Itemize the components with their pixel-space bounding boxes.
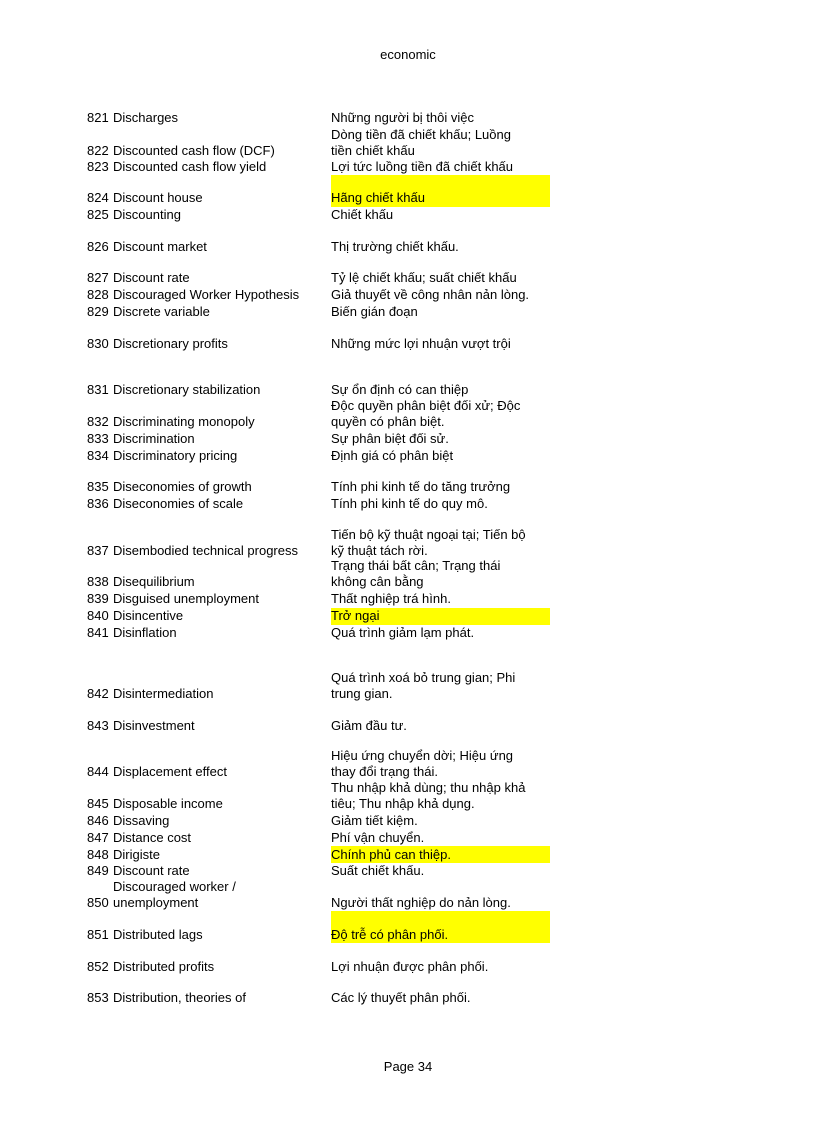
vietnamese-translation-line: không cân bằng xyxy=(331,574,424,589)
vietnamese-translation xyxy=(331,591,550,608)
english-term-line: Disincentive xyxy=(113,608,184,623)
english-term xyxy=(113,764,328,781)
vietnamese-translation xyxy=(331,336,550,353)
english-term xyxy=(113,574,328,591)
vietnamese-translation-line: Sự ổn định có can thiệp xyxy=(331,382,469,397)
entry-number: 838 xyxy=(87,574,109,589)
entry-number: 832 xyxy=(87,414,109,429)
entry-number: 846 xyxy=(87,813,109,828)
english-term-line: Discretionary profits xyxy=(113,336,228,351)
english-term-line: Discounting xyxy=(113,207,181,222)
vietnamese-translation-line: Trạng thái bất cân; Trạng thái xyxy=(331,557,501,573)
english-term-line: Discrimination xyxy=(113,431,195,446)
english-term-line: Discounted cash flow (DCF) xyxy=(113,143,275,158)
english-term xyxy=(113,718,328,735)
vietnamese-translation-line: Người thất nghiệp do nản lòng. xyxy=(331,895,511,910)
english-term-line: Disembodied technical progress xyxy=(113,543,298,558)
vietnamese-translation-line: Định giá có phân biệt xyxy=(331,448,454,463)
english-term-line: Dirigiste xyxy=(113,847,160,862)
english-term xyxy=(113,207,328,224)
vietnamese-translation xyxy=(331,190,550,207)
vietnamese-translation xyxy=(331,959,550,976)
english-term-line: Discrete variable xyxy=(113,304,210,319)
entry-number: 848 xyxy=(87,847,109,862)
vietnamese-translation xyxy=(331,895,550,912)
entry-number: 825 xyxy=(87,207,109,222)
vietnamese-translation xyxy=(331,830,550,847)
vietnamese-translation-line: Chiết khấu xyxy=(331,207,394,222)
english-term xyxy=(113,496,328,513)
english-term xyxy=(113,927,328,944)
entry-number: 830 xyxy=(87,336,109,351)
vietnamese-translation xyxy=(331,558,550,591)
english-term xyxy=(113,304,328,321)
vietnamese-translation-line: thay đổi trạng thái. xyxy=(331,764,438,779)
vietnamese-translation-line: Lợi nhuận được phân phối. xyxy=(331,959,489,974)
vietnamese-translation-line: Tính phi kinh tế do tăng trưởng xyxy=(331,479,511,494)
entry-number: 828 xyxy=(87,287,109,302)
vietnamese-translation xyxy=(331,847,550,864)
english-term xyxy=(113,414,328,431)
vietnamese-translation-line: Hãng chiết khấu xyxy=(331,190,425,205)
vietnamese-translation xyxy=(331,625,550,642)
english-term-line: Disintermediation xyxy=(113,686,214,701)
english-term-line: Diseconomies of growth xyxy=(113,479,252,494)
vietnamese-translation xyxy=(331,159,550,176)
vietnamese-translation-line: trung gian. xyxy=(331,686,393,701)
english-term-line: Disguised unemployment xyxy=(113,591,259,606)
vietnamese-translation xyxy=(331,718,550,735)
vietnamese-translation-line: Sự phân biệt đối sử. xyxy=(331,431,449,446)
english-term xyxy=(113,686,328,703)
english-term xyxy=(113,830,328,847)
vietnamese-translation-line: Những mức lợi nhuận vượt trội xyxy=(331,336,511,351)
vietnamese-translation-line: Độc quyền phân biệt đối xử; Độc xyxy=(331,397,521,413)
vietnamese-translation xyxy=(331,431,550,448)
vietnamese-translation xyxy=(331,927,550,944)
english-term xyxy=(113,625,328,642)
entry-number: 823 xyxy=(87,159,109,174)
vietnamese-translation-line: Quá trình giảm lạm phát. xyxy=(331,625,475,640)
vietnamese-translation-line: tiêu; Thu nhập khả dụng. xyxy=(331,796,475,811)
entry-number: 847 xyxy=(87,830,109,845)
english-term-line: Discount rate xyxy=(113,270,190,285)
vietnamese-translation-line: Những người bị thôi việc xyxy=(331,110,474,125)
english-term-line: Distributed lags xyxy=(113,927,203,942)
vietnamese-translation xyxy=(331,813,550,830)
vietnamese-translation xyxy=(331,304,550,321)
english-term xyxy=(113,159,328,176)
english-term xyxy=(113,990,328,1007)
vietnamese-translation-line: Độ trễ có phân phối. xyxy=(331,927,449,942)
vietnamese-translation-line: Giảm đầu tư. xyxy=(331,718,407,733)
vietnamese-translation-line: kỹ thuật tách rời. xyxy=(331,543,428,558)
english-term xyxy=(113,959,328,976)
english-term-line: Diseconomies of scale xyxy=(113,496,244,511)
english-term xyxy=(113,448,328,465)
english-term xyxy=(113,479,328,496)
english-term-line: Discount house xyxy=(113,190,203,205)
vietnamese-translation xyxy=(331,239,550,256)
vietnamese-translation xyxy=(331,780,550,813)
english-term xyxy=(113,110,328,127)
english-term xyxy=(113,270,328,287)
entry-number: 824 xyxy=(87,190,109,205)
vietnamese-translation-line: Các lý thuyết phân phối. xyxy=(331,990,471,1005)
english-term-line: Discouraged Worker Hypothesis xyxy=(113,287,300,302)
vietnamese-translation xyxy=(331,748,550,781)
vietnamese-translation xyxy=(331,287,550,304)
english-term xyxy=(113,543,328,560)
english-term-line: Disinvestment xyxy=(113,718,195,733)
english-term xyxy=(113,431,328,448)
vietnamese-translation xyxy=(331,527,550,560)
vietnamese-translation xyxy=(331,863,550,880)
vietnamese-translation-line: Tính phi kinh tế do quy mô. xyxy=(331,496,488,511)
english-term xyxy=(113,239,328,256)
vietnamese-translation xyxy=(331,398,550,431)
english-term xyxy=(113,591,328,608)
entry-number: 822 xyxy=(87,143,109,158)
vietnamese-translation xyxy=(331,496,550,513)
vietnamese-translation-line: Giảm tiết kiệm. xyxy=(331,813,418,828)
english-term xyxy=(113,813,328,830)
vietnamese-translation-line: quyền có phân biệt. xyxy=(331,414,445,429)
vietnamese-translation xyxy=(331,608,550,625)
entry-number: 853 xyxy=(87,990,109,1005)
english-term-line: Discouraged worker / xyxy=(113,878,236,894)
english-term-line: Discount market xyxy=(113,239,207,254)
english-term-line: Distributed profits xyxy=(113,959,215,974)
vietnamese-translation-line: Thị trường chiết khấu. xyxy=(331,239,459,254)
entry-number: 821 xyxy=(87,110,109,125)
entry-number: 841 xyxy=(87,625,109,640)
vietnamese-translation-line: Giả thuyết về công nhân nản lòng. xyxy=(331,287,530,302)
english-term xyxy=(113,336,328,353)
english-term-line: Discounted cash flow yield xyxy=(113,159,267,174)
english-term-line: Discharges xyxy=(113,110,179,125)
entry-number: 842 xyxy=(87,686,109,701)
entry-number: 827 xyxy=(87,270,109,285)
english-term xyxy=(113,143,328,160)
vietnamese-translation xyxy=(331,207,550,224)
english-term-line: Disinflation xyxy=(113,625,177,640)
english-term-line: Distance cost xyxy=(113,830,192,845)
vietnamese-translation-line: Phí vận chuyển. xyxy=(331,830,425,845)
vietnamese-translation xyxy=(331,990,550,1007)
vietnamese-translation-line: Biến gián đoạn xyxy=(331,304,418,319)
entry-number: 852 xyxy=(87,959,109,974)
english-term xyxy=(113,190,328,207)
english-term xyxy=(113,879,328,912)
english-term xyxy=(113,608,328,625)
entry-number: 831 xyxy=(87,382,109,397)
english-term-line: Discretionary stabilization xyxy=(113,382,261,397)
vietnamese-translation xyxy=(331,382,550,399)
english-term-line: Disequilibrium xyxy=(113,574,195,589)
vietnamese-translation-line: Dòng tiền đã chiết khấu; Luồng xyxy=(331,126,511,142)
vietnamese-translation-line: tiền chiết khấu xyxy=(331,143,415,158)
entry-number: 826 xyxy=(87,239,109,254)
entry-number: 843 xyxy=(87,718,109,733)
vietnamese-translation xyxy=(331,110,550,127)
vietnamese-translation-line: Quá trình xoá bỏ trung gian; Phi xyxy=(331,669,516,685)
vietnamese-translation xyxy=(331,448,550,465)
entry-number: 837 xyxy=(87,543,109,558)
vietnamese-translation xyxy=(331,479,550,496)
english-term xyxy=(113,796,328,813)
entry-number: 834 xyxy=(87,448,109,463)
vietnamese-translation-line: Tỷ lệ chiết khấu; suất chiết khấu xyxy=(331,270,517,285)
english-term xyxy=(113,382,328,399)
entry-number: 836 xyxy=(87,496,109,511)
english-term-line: Discriminatory pricing xyxy=(113,448,238,463)
vietnamese-translation-line: Thu nhập khả dùng; thu nhập khả xyxy=(331,779,526,795)
entry-number: 829 xyxy=(87,304,109,319)
english-term-line: Discount rate xyxy=(113,863,190,878)
english-term-line: unemployment xyxy=(113,895,199,910)
english-term-line: Discriminating monopoly xyxy=(113,414,255,429)
page-footer: Page 34 xyxy=(383,1059,433,1074)
vietnamese-translation-line: Tiến bộ kỹ thuật ngoại tại; Tiến bộ xyxy=(331,526,526,542)
english-term xyxy=(113,287,328,304)
vietnamese-translation xyxy=(331,270,550,287)
entry-number: 839 xyxy=(87,591,109,606)
entry-number: 850 xyxy=(87,895,109,910)
vietnamese-translation-line: Thất nghiệp trá hình. xyxy=(331,591,451,606)
vietnamese-translation-line: Lợi tức luồng tiền đã chiết khấu xyxy=(331,159,514,174)
vietnamese-translation xyxy=(331,127,550,160)
english-term xyxy=(113,863,328,880)
vietnamese-translation-line: Trở ngại xyxy=(331,608,380,623)
english-term-line: Distribution, theories of xyxy=(113,990,246,1005)
english-term-line: Dissaving xyxy=(113,813,170,828)
entry-number: 833 xyxy=(87,431,109,446)
vietnamese-translation-line: Chính phủ can thiệp. xyxy=(331,847,451,862)
entry-number: 844 xyxy=(87,764,109,779)
english-term-line: Disposable income xyxy=(113,796,223,811)
vietnamese-translation xyxy=(331,670,550,703)
entry-number: 840 xyxy=(87,608,109,623)
entry-number: 835 xyxy=(87,479,109,494)
entry-number: 849 xyxy=(87,863,109,878)
entry-number: 851 xyxy=(87,927,109,942)
page-header: economic xyxy=(380,47,436,62)
english-term xyxy=(113,847,328,864)
entry-number: 845 xyxy=(87,796,109,811)
vietnamese-translation-line: Suất chiết khấu. xyxy=(331,863,425,878)
english-term-line: Displacement effect xyxy=(113,764,227,779)
vietnamese-translation-line: Hiệu ứng chuyển dời; Hiệu ứng xyxy=(331,747,514,763)
